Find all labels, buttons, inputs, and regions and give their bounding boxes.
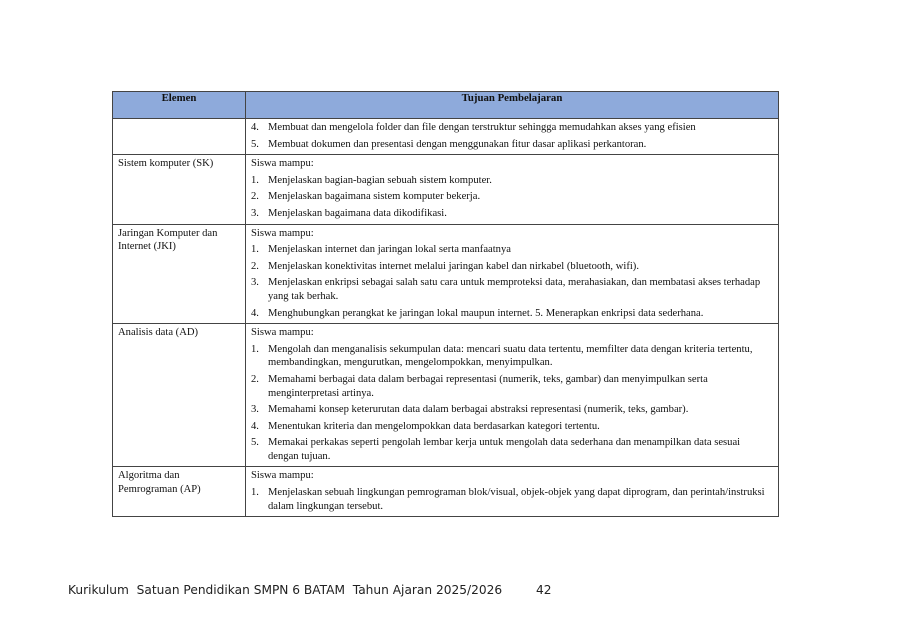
list-item-number: 1.	[251, 244, 259, 256]
list-item	[251, 243, 773, 257]
list-item	[251, 276, 773, 303]
list-item	[251, 373, 773, 400]
list-item-text: Menghubungkan perangkat ke jaringan lokal maupun internet. 5. Menerapkan enkripsi data sederhana.	[268, 307, 704, 319]
list-item-number: 2.	[251, 260, 259, 272]
objective-list	[251, 243, 773, 320]
objective-list	[251, 121, 773, 151]
intro-text: Siswa mampu:	[251, 227, 314, 239]
table-row	[113, 224, 779, 324]
elemen-cell: Sistem komputer (SK)	[113, 155, 246, 224]
header-elemen: Elemen	[113, 92, 246, 119]
intro-text: Siswa mampu:	[251, 327, 314, 339]
tujuan-cell	[246, 119, 779, 155]
list-item-text: Menjelaskan konektivitas internet melalui jaringan kabel dan nirkabel (bluetooth, wifi).	[268, 260, 639, 272]
list-item-number: 3.	[251, 404, 259, 416]
list-item-number: 5.	[251, 138, 259, 150]
list-item	[251, 207, 773, 221]
list-item-text: Memahami konsep keterurutan data dalam berbagai abstraksi representasi (numerik, teks, gambar).	[268, 404, 689, 416]
table-row	[113, 119, 779, 155]
list-item-number: 4.	[251, 122, 259, 133]
list-item	[251, 121, 773, 135]
footer-text: Kurikulum Satuan Pendidikan SMPN 6 BATAM Tahun Ajaran 2025/2026	[68, 583, 503, 597]
list-item-number: 4.	[251, 420, 259, 432]
list-item	[251, 420, 773, 434]
tujuan-cell	[246, 224, 779, 324]
elemen-cell: Algoritma dan Pemrograman (AP)	[113, 467, 246, 517]
list-item-number: 1.	[251, 174, 259, 186]
list-item-number: 3.	[251, 207, 259, 219]
list-item	[251, 307, 773, 321]
list-item	[251, 436, 773, 463]
elemen-cell	[113, 119, 246, 155]
list-item-text: Menjelaskan enkripsi sebagai salah satu cara untuk memproteksi data, merahasiakan, dan membatasi akses terhadap yang tak berhak.	[268, 277, 761, 302]
list-item-number: 5.	[251, 437, 259, 449]
list-item	[251, 343, 773, 370]
list-item-number: 2.	[251, 191, 259, 203]
tujuan-cell	[246, 324, 779, 467]
elemen-cell: Analisis data (AD)	[113, 324, 246, 467]
tujuan-cell	[246, 467, 779, 517]
list-item-text: Membuat dokumen dan presentasi dengan menggunakan fitur dasar aplikasi perkantoran.	[268, 138, 647, 150]
list-item	[251, 190, 773, 204]
header-tujuan: Tujuan Pembelajaran	[246, 92, 779, 119]
list-item-number: 3.	[251, 277, 259, 289]
table-header-row	[113, 92, 779, 119]
list-item-number: 4.	[251, 307, 259, 319]
list-item-text: Menjelaskan bagaimana data dikodifikasi.	[268, 207, 447, 219]
objective-list	[251, 343, 773, 464]
list-item-number: 2.	[251, 373, 259, 385]
page-number: 42	[536, 583, 552, 597]
list-item-text: Mengolah dan menganalisis sekumpulan data: mencari suatu data tertentu, memfilter data dengan kriteria tertentu, membandingkan, mengurutkan, mengelompokkan, menyimpulkan.	[268, 343, 753, 369]
table-row	[113, 467, 779, 517]
list-item-text: Menjelaskan bagaimana sistem komputer bekerja.	[268, 191, 481, 203]
list-item	[251, 260, 773, 274]
elemen-cell: Jaringan Komputer dan Internet (JKI)	[113, 224, 246, 324]
list-item-text: Menjelaskan internet dan jaringan lokal serta manfaatnya	[268, 244, 511, 256]
list-item	[251, 138, 773, 152]
table-row	[113, 324, 779, 467]
objective-list	[251, 174, 773, 221]
intro-text: Siswa mampu:	[251, 470, 314, 482]
list-item-text: Membuat dan mengelola folder dan file dengan terstruktur sehingga memudahkan akses yang efisien	[268, 122, 696, 133]
list-item	[251, 403, 773, 417]
list-item-text: Menjelaskan bagian-bagian sebuah sistem komputer.	[268, 174, 492, 186]
curriculum-table	[112, 91, 779, 517]
list-item-text: Menentukan kriteria dan mengelompokkan data berdasarkan kategori tertentu.	[268, 420, 600, 432]
list-item-text: Memahami berbagai data dalam berbagai representasi (numerik, teks, gambar) dan menyimpulkan serta menginterpretasi artinya.	[268, 373, 708, 399]
list-item	[251, 174, 773, 188]
table-row	[113, 155, 779, 224]
objective-list	[251, 486, 773, 513]
list-item-number: 1.	[251, 343, 259, 355]
list-item-text: Memakai perkakas seperti pengolah lembar kerja untuk mengolah data sederhana dan menampilkan data sesuai dengan tujuan.	[268, 437, 741, 462]
intro-text: Siswa mampu:	[251, 158, 314, 170]
list-item	[251, 486, 773, 513]
list-item-text: Menjelaskan sebuah lingkungan pemrograman blok/visual, objek-objek yang dapat diprogram, dan perintah/instruksi dalam lingkungan tersebut.	[268, 487, 765, 512]
list-item-number: 1.	[251, 487, 259, 499]
tujuan-cell	[246, 155, 779, 224]
